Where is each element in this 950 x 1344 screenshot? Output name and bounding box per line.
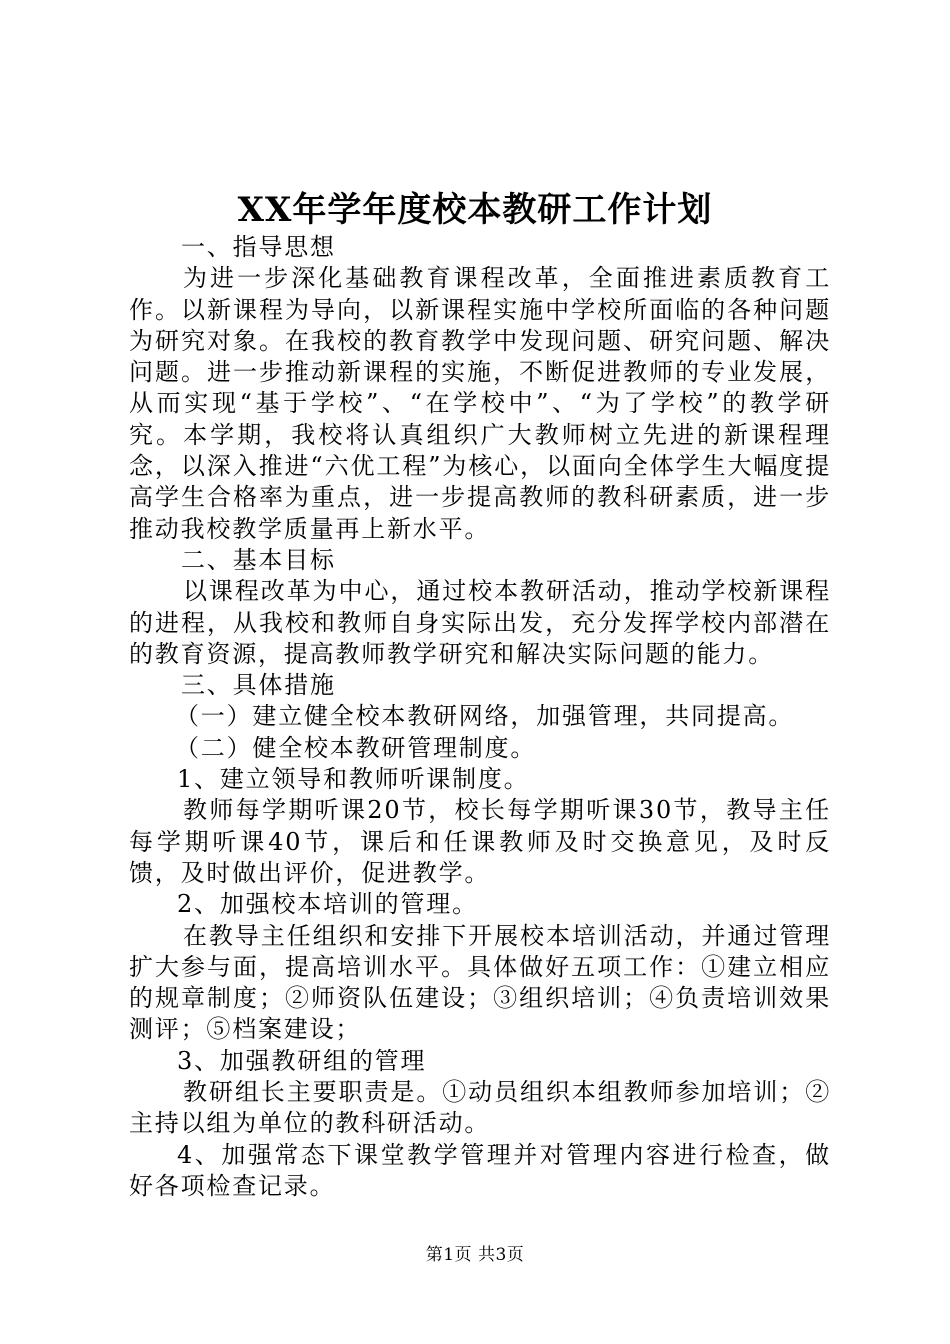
document-body	[129, 232, 831, 1202]
subsection-management-system: （二）健全校本教研管理制度。	[175, 733, 537, 762]
paragraph-school-training: 在教导主任组织和安排下开展校本培训活动，并通过管理扩大参与面，提高培训水平。具体做好五项工作：①建立相应的规章制度；②师资队伍建设；③组织培训；④负责培训效果测评；⑤档案建设；	[129, 921, 831, 1044]
item-research-group: 3、加强教研组的管理	[177, 1046, 427, 1075]
paragraph-lesson-observation: 教师每学期听课20节，校长每学期听课30节，教导主任每学期听课40节，课后和任课教师及时交换意见，及时反馈，及时做出评价，促进教学。	[129, 796, 831, 887]
item-classroom-management: 4、加强常态下课堂教学管理并对管理内容进行检查，做好各项检查记录。	[129, 1140, 831, 1200]
page-footer: 第1页 共3页	[425, 1245, 525, 1265]
paragraph-guiding-ideology: 为进一步深化基础教育课程改革，全面推进素质教育工作。以新课程为导向，以新课程实施中学校所面临的各种问题为研究对象。在我校的教育教学中发现问题、研究问题、解决问题。进一步推动新课程的实施，不断促进教师的专业发展，从而实现“基于学校”、“在学校中”、“为了学校”的教学研究。本学期，我校将认真组织广大教师树立先进的新课程理念，以深入推进“六优工程”为核心，以面向全体学生大幅度提高学生合格率为重点，进一步提高教师的教科研素质，进一步推动我校教学质量再上新水平。	[129, 264, 831, 543]
document-title: XX年学年度校本教研工作计划	[237, 190, 713, 230]
section-heading-basic-goals: 二、基本目标	[181, 545, 336, 574]
subsection-network: （一）建立健全校本教研网络，加强管理，共同提高。	[175, 702, 795, 731]
section-heading-specific-measures: 三、具体措施	[181, 671, 336, 700]
section-heading-guiding-ideology: 一、指导思想	[181, 233, 336, 261]
item-lesson-observation: 1、建立领导和教师听课制度。	[177, 765, 530, 794]
item-school-training: 2、加强校本培训的管理。	[177, 890, 478, 919]
paragraph-basic-goals: 以课程改革为中心，通过校本教研活动，推动学校新课程的进程，从我校和教师自身实际出发，充分发挥学校内部潜在的教育资源，提高教师教学研究和解决实际问题的能力。	[129, 577, 831, 668]
paragraph-research-group: 教研组长主要职责是。①动员组织本组教师参加培训；②主持以组为单位的教科研活动。	[129, 1078, 831, 1138]
